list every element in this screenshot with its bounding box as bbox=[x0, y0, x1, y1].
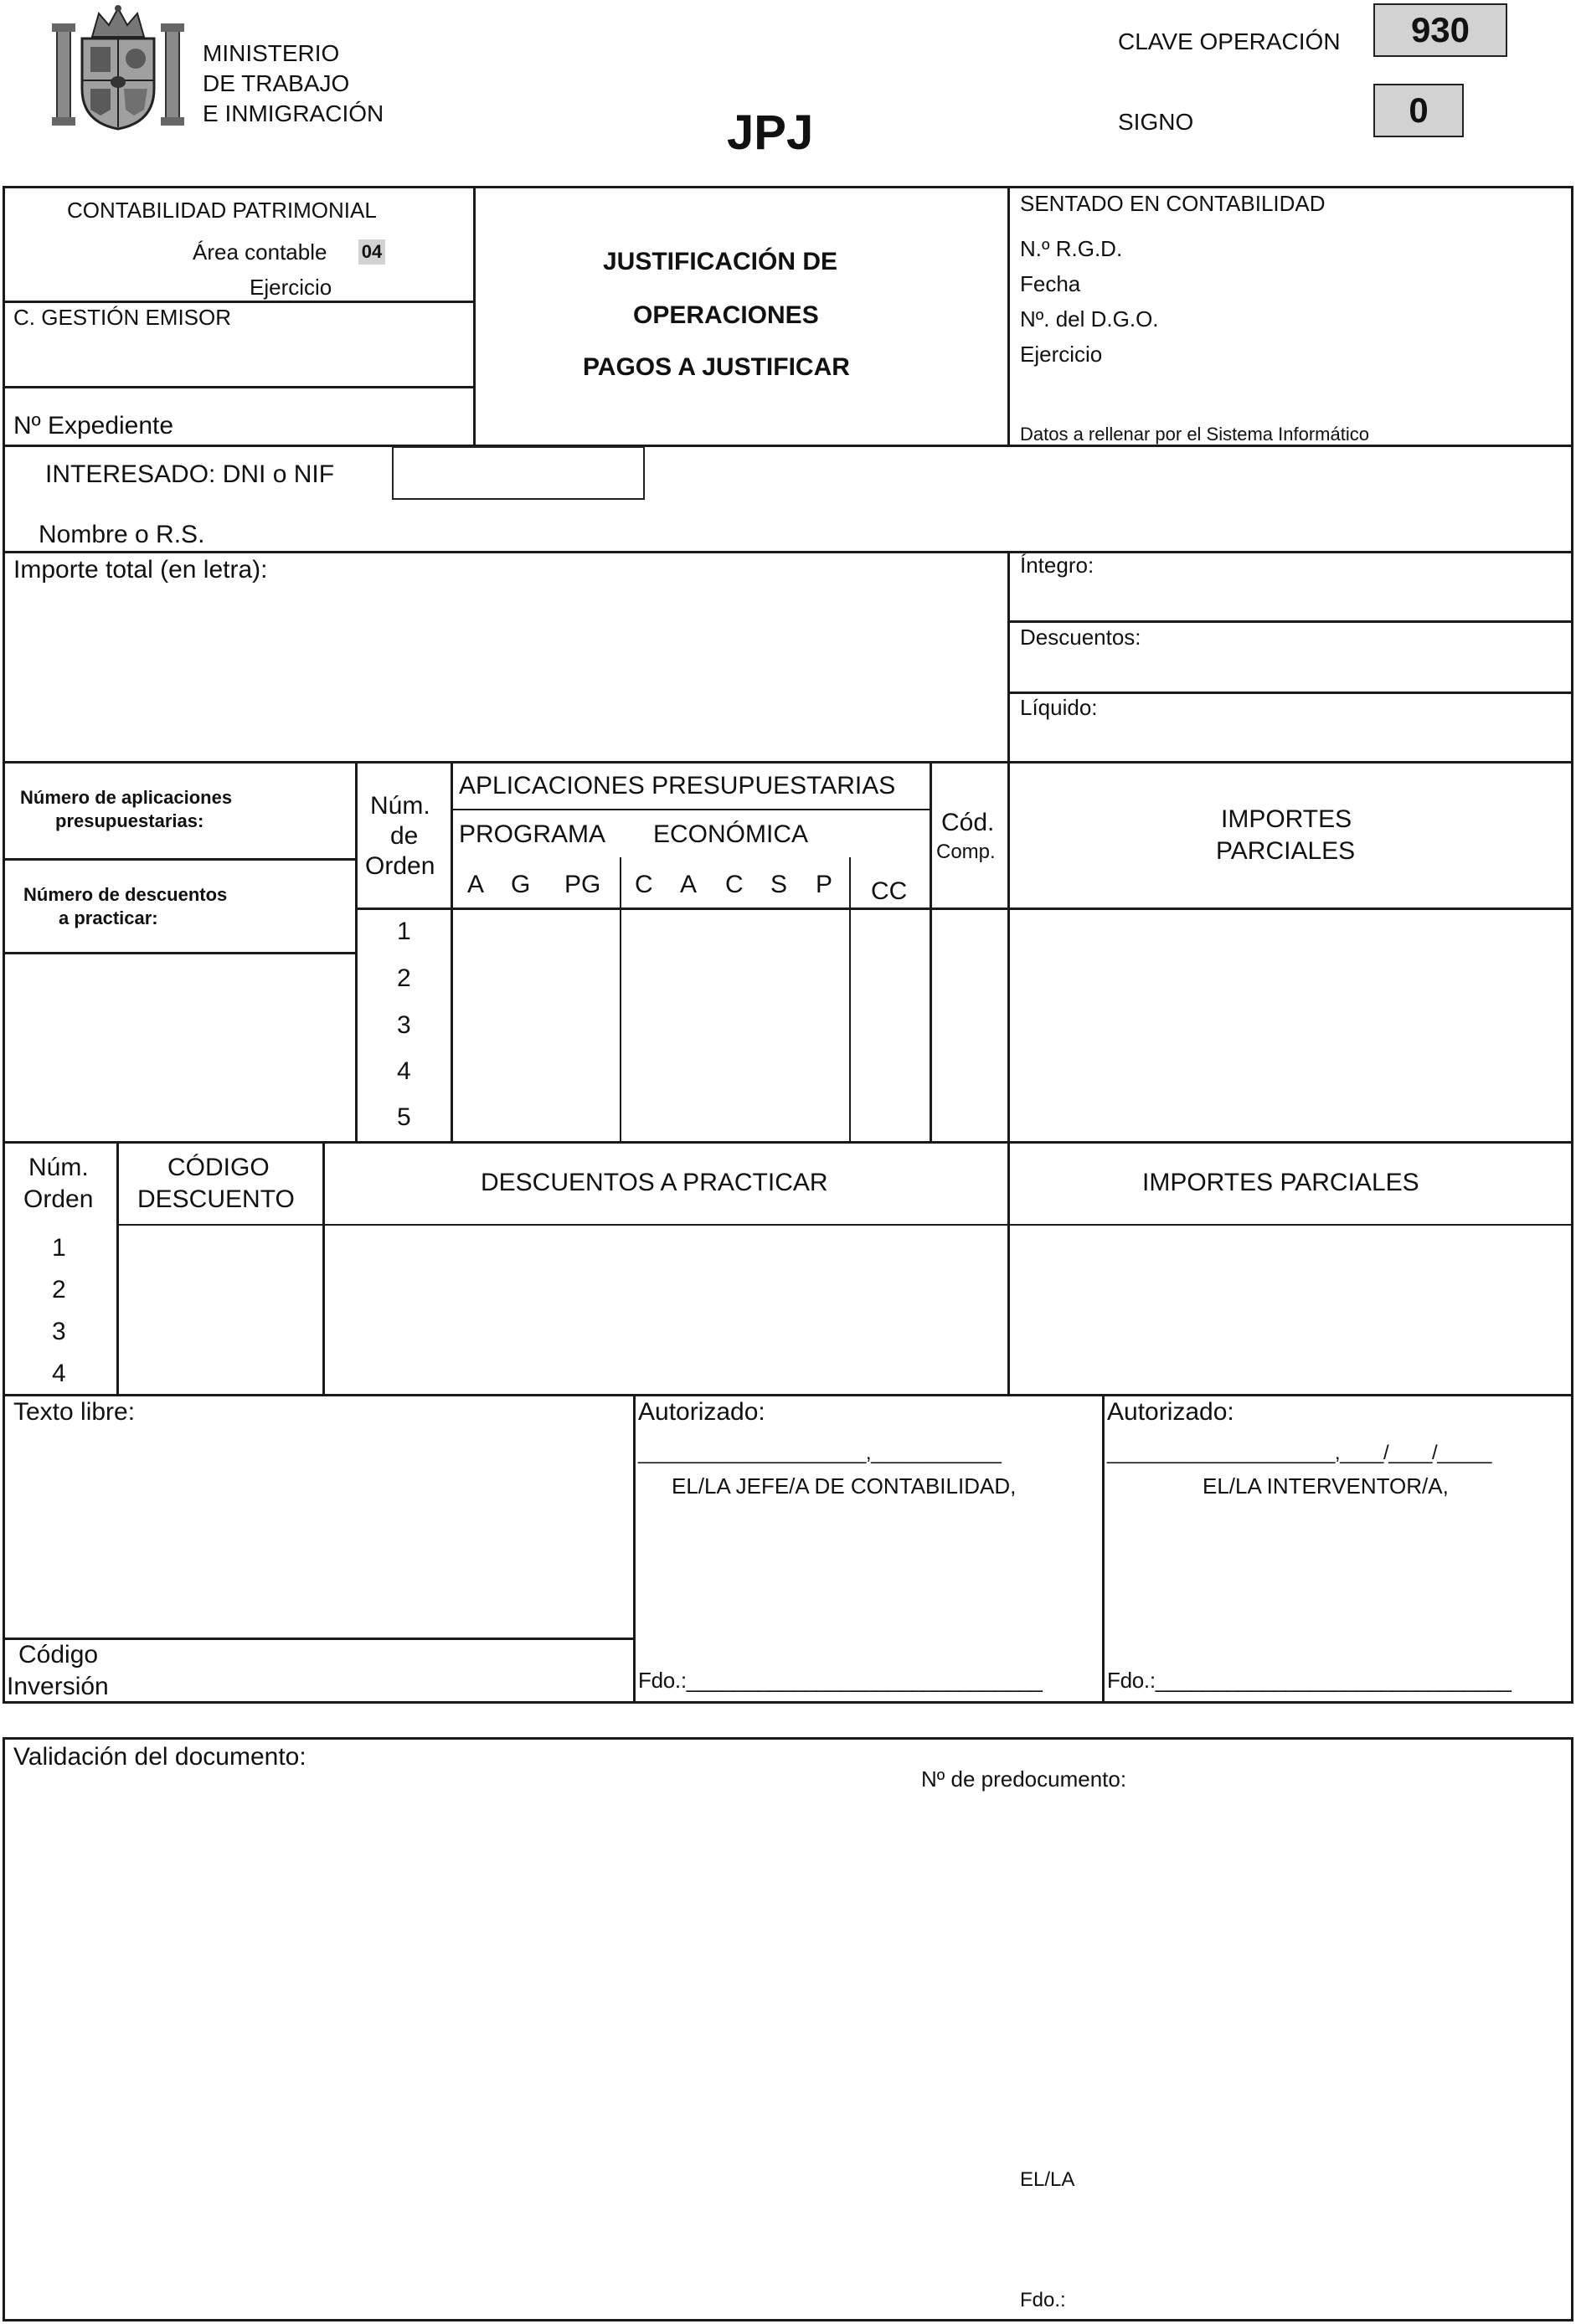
codigo-inversion-1: Código bbox=[18, 1641, 99, 1668]
aplic-row-5: 5 bbox=[397, 1103, 411, 1131]
interventor-date-line: _____________________,____/____/_____ bbox=[1107, 1442, 1492, 1464]
importe-letra-label: Importe total (en letra): bbox=[13, 556, 268, 584]
econ-col-c2: C bbox=[725, 871, 744, 898]
interventor-fdo-line: Fdo.:______________________________ bbox=[1107, 1668, 1512, 1693]
clave-operacion-label: CLAVE OPERACIÓN bbox=[1118, 28, 1341, 54]
aplicaciones-header: APLICACIONES PRESUPUESTARIAS bbox=[459, 772, 896, 800]
jefe-fdo-line: Fdo.:______________________________ bbox=[638, 1668, 1043, 1693]
fecha-label: Fecha bbox=[1020, 271, 1081, 296]
integro-label: Íntegro: bbox=[1020, 553, 1094, 578]
num-aplicaciones-label-1: Número de aplicaciones bbox=[20, 787, 233, 808]
interventor-label: EL/LA INTERVENTOR/A, bbox=[1203, 1473, 1449, 1499]
aplic-row-1: 1 bbox=[397, 918, 411, 945]
validacion-label: Validación del documento: bbox=[13, 1743, 306, 1771]
aplic-row-3: 3 bbox=[397, 1011, 411, 1039]
sistema-note: Datos a rellenar por el Sistema Informático bbox=[1020, 424, 1369, 445]
desc-row-1: 1 bbox=[52, 1234, 66, 1262]
coat-of-arms-logo bbox=[52, 5, 184, 132]
sentado-label: SENTADO EN CONTABILIDAD bbox=[1020, 191, 1326, 216]
econ-col-p: P bbox=[816, 871, 833, 898]
codigo-descuento-2: DESCUENTO bbox=[137, 1185, 295, 1213]
ejercicio-label: Ejercicio bbox=[250, 275, 332, 300]
cc-label: CC bbox=[871, 877, 908, 905]
desc-importes-header: IMPORTES PARCIALES bbox=[1142, 1169, 1419, 1196]
texto-libre-label: Texto libre: bbox=[13, 1398, 136, 1426]
predocumento-label: Nº de predocumento: bbox=[921, 1766, 1127, 1792]
expediente-label: Nº Expediente bbox=[13, 412, 174, 440]
codigo-descuento-1: CÓDIGO bbox=[167, 1154, 270, 1181]
autorizado-interventor-label: Autorizado: bbox=[1107, 1398, 1234, 1426]
validacion-el-la: EL/LA bbox=[1020, 2168, 1075, 2191]
econ-col-s: S bbox=[770, 871, 788, 898]
dni-nif-label: INTERESADO: DNI o NIF bbox=[45, 460, 335, 488]
prog-col-a: A bbox=[467, 871, 485, 898]
signo-value: 0 bbox=[1373, 84, 1464, 137]
num-aplicaciones-label-2: presupuestarias: bbox=[55, 810, 204, 831]
comp-label: Comp. bbox=[936, 841, 996, 863]
desc-row-3: 3 bbox=[52, 1318, 66, 1345]
econ-col-c1: C bbox=[635, 871, 653, 898]
jefe-contabilidad-label: EL/LA JEFE/A DE CONTABILIDAD, bbox=[672, 1473, 1017, 1499]
descuentos-label: Descuentos: bbox=[1020, 625, 1141, 650]
gestion-emisor-label: C. GESTIÓN EMISOR bbox=[13, 305, 232, 330]
jefe-date-line: _____________________,____________ bbox=[638, 1442, 1002, 1464]
importes-parciales-label-2: PARCIALES bbox=[1216, 837, 1356, 865]
dni-nif-field[interactable] bbox=[392, 446, 645, 500]
num-descuentos-label-1: Número de descuentos bbox=[23, 884, 228, 905]
importes-parciales-label-1: IMPORTES bbox=[1221, 805, 1352, 833]
title-line-3: PAGOS A JUSTIFICAR bbox=[583, 353, 850, 381]
firmas-section bbox=[3, 1394, 1573, 1704]
autorizado-jefe-label: Autorizado: bbox=[638, 1398, 765, 1426]
validacion-section bbox=[3, 1737, 1573, 2321]
prog-col-pg: PG bbox=[564, 871, 601, 898]
ejercicio2-label: Ejercicio bbox=[1020, 342, 1103, 367]
desc-num-orden-2: Orden bbox=[23, 1185, 94, 1213]
desc-row-4: 4 bbox=[52, 1360, 66, 1387]
dgo-label: Nº. del D.G.O. bbox=[1020, 306, 1159, 332]
descuentos-header: DESCUENTOS A PRACTICAR bbox=[481, 1169, 828, 1196]
form-code: JPJ bbox=[727, 105, 814, 160]
num-descuentos-label-2: a practicar: bbox=[59, 907, 158, 928]
title-line-1: JUSTIFICACIÓN DE bbox=[603, 248, 838, 275]
desc-num-orden-1: Núm. bbox=[28, 1154, 89, 1181]
rgd-label: N.º R.G.D. bbox=[1020, 236, 1123, 261]
aplic-row-4: 4 bbox=[397, 1057, 411, 1085]
codigo-inversion-2: Inversión bbox=[7, 1673, 109, 1700]
title-line-2: OPERACIONES bbox=[633, 301, 819, 329]
ministry-line-2: DE TRABAJO bbox=[203, 70, 350, 96]
liquido-label: Líquido: bbox=[1020, 695, 1098, 720]
num-orden-label-2: de bbox=[390, 822, 419, 850]
signo-label: SIGNO bbox=[1118, 109, 1194, 135]
programa-label: PROGRAMA bbox=[459, 820, 606, 848]
area-contable-label: Área contable bbox=[193, 239, 327, 265]
ministry-line-3: E INMIGRACIÓN bbox=[203, 100, 384, 126]
econ-col-a: A bbox=[680, 871, 698, 898]
contabilidad-patrimonial: CONTABILIDAD PATRIMONIAL bbox=[67, 198, 377, 223]
aplic-row-2: 2 bbox=[397, 964, 411, 992]
clave-operacion-value: 930 bbox=[1373, 3, 1507, 57]
cod-label: Cód. bbox=[941, 809, 995, 836]
economica-label: ECONÓMICA bbox=[653, 820, 809, 848]
validacion-fdo: Fdo.: bbox=[1020, 2289, 1066, 2311]
desc-row-2: 2 bbox=[52, 1276, 66, 1303]
ministry-line-1: MINISTERIO bbox=[203, 40, 340, 66]
prog-col-g: G bbox=[511, 871, 531, 898]
area-contable-value: 04 bbox=[358, 239, 385, 265]
num-orden-label-1: Núm. bbox=[370, 792, 430, 820]
num-orden-label-3: Orden bbox=[365, 852, 435, 880]
nombre-rs-label: Nombre o R.S. bbox=[39, 521, 205, 548]
